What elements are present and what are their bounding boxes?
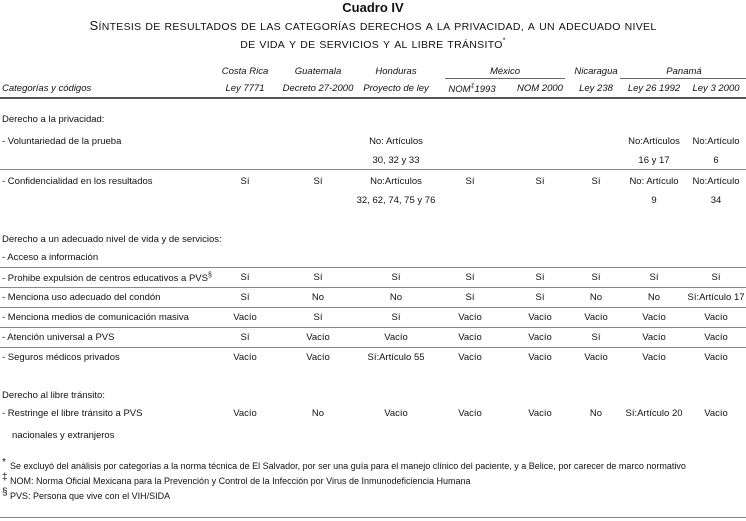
country-honduras: Honduras [375,66,417,77]
row-label: - Menciona uso adecuado del condón [2,292,161,303]
country-mexico: México [489,66,521,77]
table-cell: Vacío [528,332,552,343]
section-nivel-de-vida: Derecho a un adecuado nivel de vida y de servicios: [2,234,222,245]
table-cell: Vacío [458,408,482,419]
table-cell: Vacío [528,408,552,419]
table-cell-continued: 9 [651,195,657,206]
table-cell: Vacío [642,352,666,363]
table-cell: Sí [649,272,659,283]
table-cell-continued: 34 [710,195,722,206]
footnote-text: PVS: Persona que vive con el VIH/SIDA [10,491,171,501]
table-cell: Sí [535,292,545,303]
table-cell: Sí [591,176,601,187]
table-cell: No:Artículo [692,136,740,147]
country-costa-rica: Costa Rica [221,66,269,77]
row-divider [0,267,746,268]
table-cell: Sí:Artículo 55 [367,352,425,363]
mexico-divider [445,78,565,79]
row-label: - Seguros médicos privados [2,352,120,363]
table-cell: Sí [711,272,721,283]
footnote-mark: ‡ [2,472,8,483]
row-label: - Acceso a información [2,252,99,263]
country-guatemala: Guatemala [294,66,342,77]
table-cell: Vacío [233,352,257,363]
table-cell: Sí [535,272,545,283]
table-cell: Vacío [458,352,482,363]
table-cell: Vacío [458,332,482,343]
country-nicaragua: Nicaragua [574,66,618,77]
table-cell: Sí:Artículo 20 [625,408,683,419]
table-cell: Sí:Artículo 17 [687,292,745,303]
row-divider [0,287,746,288]
table-cell: Sí [240,332,250,343]
table-cell: Sí [465,292,475,303]
law-panama-2000: Ley 3 2000 [692,83,740,94]
bottom-rule [0,517,746,518]
table-cell: Vacío [642,332,666,343]
header-rule [0,97,746,99]
table-cell: Vacío [233,408,257,419]
section-privacidad: Derecho a la privacidad: [2,114,105,125]
table-cell-continued: 32, 62, 74, 75 y 76 [356,195,436,206]
table-cell: Sí [591,272,601,283]
table-cell: No:Artículos [628,136,680,147]
row-label: - Voluntariedad de la prueba [2,136,122,147]
table-cell: Sí [313,176,323,187]
row-label: - Confidencialidad en los resultados [2,176,153,187]
table-cell-continued: 6 [713,155,719,166]
row-label: - Menciona medios de comunicación masiva [2,312,189,323]
table-cell: No [647,292,661,303]
row-divider [0,169,746,170]
footnote-text: NOM: Norma Oficial Mexicana para la Prevención y Control de la Infección por Virus de Inmunodeficiencia Humana [10,476,471,486]
table-cell: Sí [240,272,250,283]
table-cell: Sí [591,332,601,343]
table-cell: Vacío [584,352,608,363]
law-mexico-nom-1993: NOM‡1993 [448,83,496,96]
table-cell: Vacío [306,332,330,343]
row-label: - Prohibe expulsión de centros educativos a PVS§ [2,272,212,285]
footnote-mark: * [2,457,6,468]
row-divider [0,327,746,328]
table-cell: Vacío [306,352,330,363]
panama-divider [620,78,746,79]
section-libre-transito: Derecho al libre tránsito: [2,390,105,401]
table-cell: Sí [391,312,401,323]
table-cell: No [311,292,325,303]
law-costa-rica: Ley 7771 [225,83,265,94]
table-cell: Sí [313,312,323,323]
table-cell: Vacío [704,312,728,323]
row-label-continued: nacionales y extranjeros [12,430,115,441]
table-cell: Sí [465,272,475,283]
table-cell: Vacío [233,312,257,323]
row-label: - Atención universal a PVS [2,332,115,343]
table-cell-continued: 30, 32 y 33 [372,155,420,166]
table-cell: Vacío [584,312,608,323]
table-cell: Vacío [528,352,552,363]
row-label-header: Categorías y códigos [2,83,92,94]
law-mexico-nom-2000: NOM 2000 [517,83,563,94]
table-cell: Sí [535,176,545,187]
row-divider [0,307,746,308]
footnote-mark: § [2,487,8,498]
table-cell: Vacío [528,312,552,323]
table-cell: Vacío [704,408,728,419]
table-cell: Vacío [384,408,408,419]
row-label: - Restringe el libre tránsito a PVS [2,408,143,419]
table-cell: No [311,408,325,419]
table-cell: No: Artículos [369,136,423,147]
table-cell: Sí [391,272,401,283]
table-cell: No:Artículos [370,176,422,187]
law-honduras: Proyecto de ley [363,83,429,94]
row-divider [0,347,746,348]
table-cell: Vacío [704,352,728,363]
law-panama-1992: Ley 26 1992 [627,83,681,94]
table-subtitle-line2: DE VIDA Y DE SERVICIOS Y AL LIBRE TRÁNSITO* [240,37,506,51]
table-cell: Vacío [704,332,728,343]
table-cell: Sí [465,176,475,187]
subtitle-footnote-mark: * [502,37,506,45]
pvs-footnote-mark: § [207,272,212,279]
country-panama: Panamá [666,66,702,77]
table-cell: Sí [240,176,250,187]
table-cell: No [389,292,403,303]
table-subtitle-line1: SÍNTESIS DE RESULTADOS DE LAS CATEGORÍAS DERECHOS A LA PRIVACIDAD, A UN ADECUADO NIVEL [89,18,657,33]
table-cell: Vacío [458,312,482,323]
table-cell: No [589,408,603,419]
table-cell: No:Artículo [692,176,740,187]
table-cell: Vacío [384,332,408,343]
footnote-text: Se excluyó del análisis por categorías a la norma técnica de El Salvador, por ser una guía para el manejo clínico del paciente, y a Belice, por carecer de marco normativo [10,461,686,471]
table-cell: No [589,292,603,303]
table-cell: Sí [240,292,250,303]
table-title: Cuadro IV [342,0,404,15]
nom-footnote-mark: ‡ [470,83,475,90]
law-guatemala: Decreto 27-2000 [282,83,354,94]
table-cell: Sí [313,272,323,283]
table-cell: No: Artículo [629,176,679,187]
table-cell: Vacío [642,312,666,323]
table-cell-continued: 16 y 17 [638,155,670,166]
law-nicaragua: Ley 238 [579,83,613,94]
